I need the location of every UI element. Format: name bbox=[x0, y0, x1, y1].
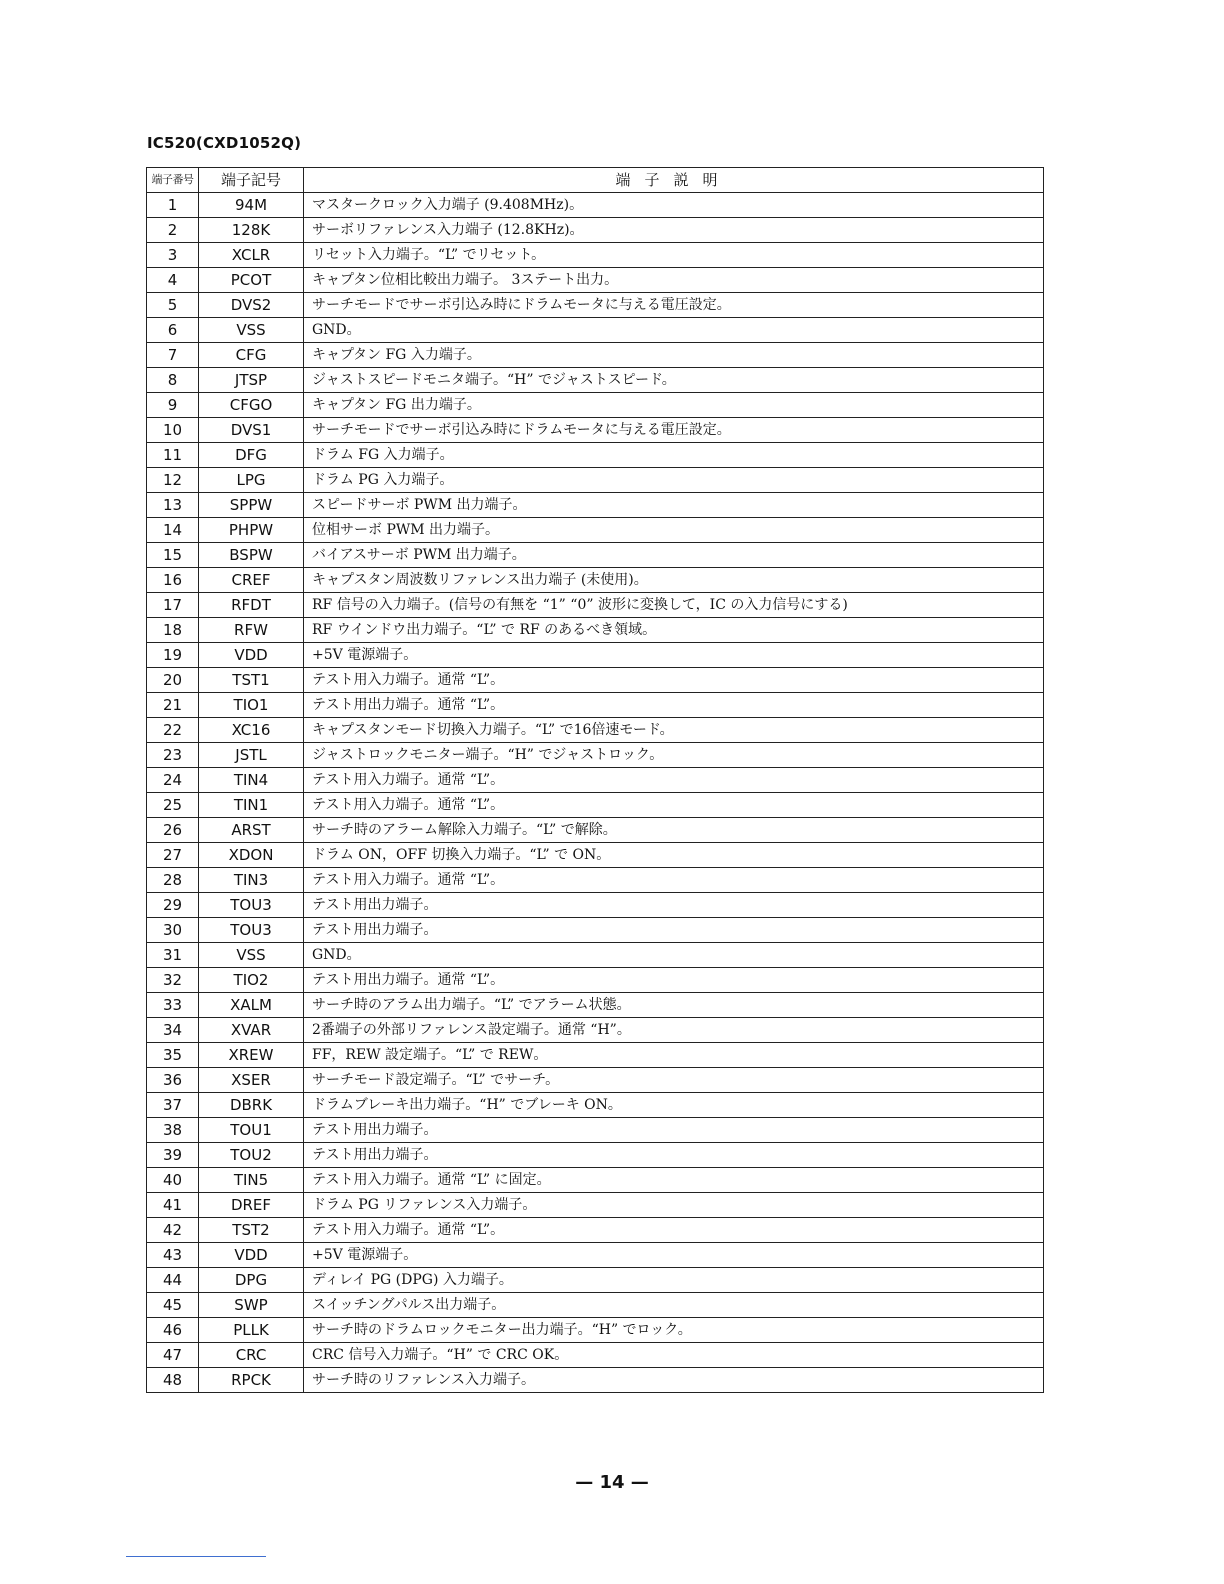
table-row bbox=[147, 543, 1044, 568]
pin-number-cell: 10 bbox=[147, 418, 199, 443]
pin-symbol-cell: XC16 bbox=[199, 718, 304, 743]
pin-number-cell: 46 bbox=[147, 1318, 199, 1343]
table-body bbox=[147, 193, 1044, 1393]
pin-symbol-cell: RFDT bbox=[199, 593, 304, 618]
pin-symbol-cell: VDD bbox=[199, 643, 304, 668]
pin-symbol-cell: DFG bbox=[199, 443, 304, 468]
pin-description-cell: GND。 bbox=[304, 943, 1044, 968]
pin-symbol-cell: SPPW bbox=[199, 493, 304, 518]
pin-description-cell: FF，REW 設定端子。“L” で REW。 bbox=[304, 1043, 1044, 1068]
pin-symbol-cell: TST1 bbox=[199, 668, 304, 693]
pin-number-cell: 43 bbox=[147, 1243, 199, 1268]
pin-number-cell: 40 bbox=[147, 1168, 199, 1193]
table-row bbox=[147, 218, 1044, 243]
pin-symbol-cell: JSTL bbox=[199, 743, 304, 768]
pin-description-cell: ドラムブレーキ出力端子。“H” でブレーキ ON。 bbox=[304, 1093, 1044, 1118]
pin-symbol-cell: PHPW bbox=[199, 518, 304, 543]
pin-symbol-cell: TIN1 bbox=[199, 793, 304, 818]
pin-symbol-cell: CFGO bbox=[199, 393, 304, 418]
pin-number-cell: 47 bbox=[147, 1343, 199, 1368]
pin-symbol-cell: TOU1 bbox=[199, 1118, 304, 1143]
table-row bbox=[147, 343, 1044, 368]
pin-number-cell: 3 bbox=[147, 243, 199, 268]
pin-description-cell: テスト用出力端子。通常 “L”。 bbox=[304, 968, 1044, 993]
table-row bbox=[147, 243, 1044, 268]
pin-symbol-cell: DREF bbox=[199, 1193, 304, 1218]
pin-description-cell: キャプタン位相比較出力端子。 3ステート出力。 bbox=[304, 268, 1044, 293]
pin-number-cell: 32 bbox=[147, 968, 199, 993]
pin-description-cell: スイッチングパルス出力端子。 bbox=[304, 1293, 1044, 1318]
pin-description-cell: キャプタン FG 入力端子。 bbox=[304, 343, 1044, 368]
pin-number-cell: 23 bbox=[147, 743, 199, 768]
pin-symbol-cell: TST2 bbox=[199, 1218, 304, 1243]
table-row bbox=[147, 768, 1044, 793]
pin-number-cell: 22 bbox=[147, 718, 199, 743]
table-row bbox=[147, 1043, 1044, 1068]
pin-symbol-cell: ARST bbox=[199, 818, 304, 843]
table-row bbox=[147, 643, 1044, 668]
pin-description-table bbox=[146, 167, 1044, 1393]
pin-number-cell: 21 bbox=[147, 693, 199, 718]
pin-description-cell: テスト用入力端子。通常 “L” に固定。 bbox=[304, 1168, 1044, 1193]
table-row bbox=[147, 943, 1044, 968]
table-row bbox=[147, 193, 1044, 218]
pin-symbol-cell: CFG bbox=[199, 343, 304, 368]
table-row bbox=[147, 1068, 1044, 1093]
pin-symbol-cell: BSPW bbox=[199, 543, 304, 568]
pin-symbol-cell: XALM bbox=[199, 993, 304, 1018]
table-row bbox=[147, 443, 1044, 468]
pin-description-cell: CRC 信号入力端子。“H” で CRC OK。 bbox=[304, 1343, 1044, 1368]
table-row bbox=[147, 1268, 1044, 1293]
table-row bbox=[147, 1243, 1044, 1268]
table-header-row bbox=[147, 168, 1044, 193]
table-row bbox=[147, 893, 1044, 918]
table-row bbox=[147, 493, 1044, 518]
footer-rule bbox=[126, 1556, 266, 1557]
pin-description-cell: テスト用出力端子。通常 “L”。 bbox=[304, 693, 1044, 718]
pin-number-cell: 42 bbox=[147, 1218, 199, 1243]
pin-symbol-cell: TOU3 bbox=[199, 918, 304, 943]
pin-description-cell: 位相サーボ PWM 出力端子。 bbox=[304, 518, 1044, 543]
pin-description-cell: テスト用入力端子。通常 “L”。 bbox=[304, 1218, 1044, 1243]
table-row bbox=[147, 293, 1044, 318]
table-row bbox=[147, 1368, 1044, 1393]
table-row bbox=[147, 1143, 1044, 1168]
pin-number-cell: 45 bbox=[147, 1293, 199, 1318]
pin-symbol-cell: DVS1 bbox=[199, 418, 304, 443]
pin-description-cell: +5V 電源端子。 bbox=[304, 1243, 1044, 1268]
pin-number-cell: 16 bbox=[147, 568, 199, 593]
pin-description-cell: ドラム PG リファレンス入力端子。 bbox=[304, 1193, 1044, 1218]
pin-description-cell: ジャストロックモニター端子。“H” でジャストロック。 bbox=[304, 743, 1044, 768]
pin-description-cell: ドラム PG 入力端子。 bbox=[304, 468, 1044, 493]
pin-number-cell: 2 bbox=[147, 218, 199, 243]
pin-description-cell: キャプタン FG 出力端子。 bbox=[304, 393, 1044, 418]
page-number: — 14 — bbox=[575, 1472, 649, 1493]
pin-number-cell: 15 bbox=[147, 543, 199, 568]
pin-description-cell: マスタークロック入力端子 (9.408MHz)。 bbox=[304, 193, 1044, 218]
pin-symbol-cell: PCOT bbox=[199, 268, 304, 293]
pin-description-cell: テスト用出力端子。 bbox=[304, 893, 1044, 918]
pin-description-cell: サーチ時のリファレンス入力端子。 bbox=[304, 1368, 1044, 1393]
table-row bbox=[147, 368, 1044, 393]
pin-symbol-cell: TIN3 bbox=[199, 868, 304, 893]
pin-description-cell: バイアスサーボ PWM 出力端子。 bbox=[304, 543, 1044, 568]
table-row bbox=[147, 1168, 1044, 1193]
pin-number-cell: 29 bbox=[147, 893, 199, 918]
pin-number-cell: 9 bbox=[147, 393, 199, 418]
pin-description-cell: サーチ時のアラム出力端子。“L” でアラーム状態。 bbox=[304, 993, 1044, 1018]
pin-number-cell: 39 bbox=[147, 1143, 199, 1168]
pin-symbol-cell: RFW bbox=[199, 618, 304, 643]
pin-number-cell: 14 bbox=[147, 518, 199, 543]
pin-number-cell: 5 bbox=[147, 293, 199, 318]
pin-symbol-cell: VDD bbox=[199, 1243, 304, 1268]
table-row bbox=[147, 693, 1044, 718]
pin-symbol-cell: TOU2 bbox=[199, 1143, 304, 1168]
pin-number-cell: 8 bbox=[147, 368, 199, 393]
table-row bbox=[147, 793, 1044, 818]
pin-description-cell: サーチモードでサーボ引込み時にドラムモータに与える電圧設定。 bbox=[304, 418, 1044, 443]
pin-number-cell: 20 bbox=[147, 668, 199, 693]
table-row bbox=[147, 1293, 1044, 1318]
header-pin-description: 端子説明 bbox=[304, 168, 1044, 193]
pin-number-cell: 1 bbox=[147, 193, 199, 218]
pin-symbol-cell: RPCK bbox=[199, 1368, 304, 1393]
pin-number-cell: 37 bbox=[147, 1093, 199, 1118]
table-row bbox=[147, 618, 1044, 643]
pin-description-cell: テスト用入力端子。通常 “L”。 bbox=[304, 793, 1044, 818]
table-row bbox=[147, 593, 1044, 618]
table-row bbox=[147, 268, 1044, 293]
pin-number-cell: 12 bbox=[147, 468, 199, 493]
pin-description-cell: サーチ時のドラムロックモニター出力端子。“H” でロック。 bbox=[304, 1318, 1044, 1343]
pin-description-cell: キャプスタンモード切換入力端子。“L” で16倍速モード。 bbox=[304, 718, 1044, 743]
pin-number-cell: 34 bbox=[147, 1018, 199, 1043]
pin-number-cell: 35 bbox=[147, 1043, 199, 1068]
pin-description-cell: 2番端子の外部リファレンス設定端子。通常 “H”。 bbox=[304, 1018, 1044, 1043]
pin-number-cell: 18 bbox=[147, 618, 199, 643]
pin-symbol-cell: VSS bbox=[199, 318, 304, 343]
table-row bbox=[147, 743, 1044, 768]
pin-symbol-cell: PLLK bbox=[199, 1318, 304, 1343]
pin-description-cell: ジャストスピードモニタ端子。“H” でジャストスピード。 bbox=[304, 368, 1044, 393]
pin-description-cell: サーチ時のアラーム解除入力端子。“L” で解除。 bbox=[304, 818, 1044, 843]
pin-description-cell: リセット入力端子。“L” でリセット。 bbox=[304, 243, 1044, 268]
table-row bbox=[147, 718, 1044, 743]
pin-number-cell: 31 bbox=[147, 943, 199, 968]
pin-description-cell: サーチモードでサーボ引込み時にドラムモータに与える電圧設定。 bbox=[304, 293, 1044, 318]
pin-description-cell: テスト用入力端子。通常 “L”。 bbox=[304, 868, 1044, 893]
pin-symbol-cell: XREW bbox=[199, 1043, 304, 1068]
pin-description-cell: サーチモード設定端子。“L” でサーチ。 bbox=[304, 1068, 1044, 1093]
pin-symbol-cell: CRC bbox=[199, 1343, 304, 1368]
pin-number-cell: 6 bbox=[147, 318, 199, 343]
pin-symbol-cell: XVAR bbox=[199, 1018, 304, 1043]
header-pin-number: 端子番号 bbox=[147, 168, 199, 193]
pin-symbol-cell: DBRK bbox=[199, 1093, 304, 1118]
pin-number-cell: 30 bbox=[147, 918, 199, 943]
table-row bbox=[147, 818, 1044, 843]
pin-symbol-cell: XDON bbox=[199, 843, 304, 868]
pin-symbol-cell: VSS bbox=[199, 943, 304, 968]
table-row bbox=[147, 1018, 1044, 1043]
pin-description-cell: スピードサーボ PWM 出力端子。 bbox=[304, 493, 1044, 518]
pin-number-cell: 17 bbox=[147, 593, 199, 618]
table-row bbox=[147, 993, 1044, 1018]
pin-symbol-cell: XCLR bbox=[199, 243, 304, 268]
pin-description-cell: テスト用出力端子。 bbox=[304, 1143, 1044, 1168]
table-row bbox=[147, 1218, 1044, 1243]
pin-number-cell: 28 bbox=[147, 868, 199, 893]
pin-symbol-cell: LPG bbox=[199, 468, 304, 493]
pin-number-cell: 4 bbox=[147, 268, 199, 293]
pin-description-cell: ドラム FG 入力端子。 bbox=[304, 443, 1044, 468]
pin-description-cell: テスト用入力端子。通常 “L”。 bbox=[304, 768, 1044, 793]
pin-number-cell: 33 bbox=[147, 993, 199, 1018]
header-pin-symbol: 端子記号 bbox=[199, 168, 304, 193]
pin-description-cell: ディレイ PG (DPG) 入力端子。 bbox=[304, 1268, 1044, 1293]
pin-symbol-cell: SWP bbox=[199, 1293, 304, 1318]
pin-symbol-cell: XSER bbox=[199, 1068, 304, 1093]
pin-symbol-cell: CREF bbox=[199, 568, 304, 593]
pin-description-cell: テスト用出力端子。 bbox=[304, 918, 1044, 943]
pin-number-cell: 19 bbox=[147, 643, 199, 668]
pin-number-cell: 48 bbox=[147, 1368, 199, 1393]
pin-description-cell: +5V 電源端子。 bbox=[304, 643, 1044, 668]
table-row bbox=[147, 393, 1044, 418]
table-row bbox=[147, 518, 1044, 543]
table-row bbox=[147, 668, 1044, 693]
pin-number-cell: 41 bbox=[147, 1193, 199, 1218]
pin-number-cell: 13 bbox=[147, 493, 199, 518]
pin-number-cell: 25 bbox=[147, 793, 199, 818]
pin-symbol-cell: 128K bbox=[199, 218, 304, 243]
pin-description-cell: サーボリファレンス入力端子 (12.8KHz)。 bbox=[304, 218, 1044, 243]
table-row bbox=[147, 1343, 1044, 1368]
table-row bbox=[147, 318, 1044, 343]
pin-description-cell: GND。 bbox=[304, 318, 1044, 343]
pin-symbol-cell: JTSP bbox=[199, 368, 304, 393]
pin-number-cell: 36 bbox=[147, 1068, 199, 1093]
pin-number-cell: 11 bbox=[147, 443, 199, 468]
table-row bbox=[147, 1318, 1044, 1343]
table-row bbox=[147, 918, 1044, 943]
table-row bbox=[147, 418, 1044, 443]
document-heading: IC520(CXD1052Q) bbox=[147, 134, 302, 152]
table-row bbox=[147, 968, 1044, 993]
pin-symbol-cell: DPG bbox=[199, 1268, 304, 1293]
pin-symbol-cell: 94M bbox=[199, 193, 304, 218]
pin-number-cell: 7 bbox=[147, 343, 199, 368]
table-row bbox=[147, 468, 1044, 493]
table-row bbox=[147, 843, 1044, 868]
pin-number-cell: 38 bbox=[147, 1118, 199, 1143]
pin-symbol-cell: TIN4 bbox=[199, 768, 304, 793]
pin-symbol-cell: TIN5 bbox=[199, 1168, 304, 1193]
pin-symbol-cell: DVS2 bbox=[199, 293, 304, 318]
pin-number-cell: 27 bbox=[147, 843, 199, 868]
table-row bbox=[147, 568, 1044, 593]
pin-symbol-cell: TOU3 bbox=[199, 893, 304, 918]
table-row bbox=[147, 1093, 1044, 1118]
pin-description-cell: RF ウインドウ出力端子。“L” で RF のあるべき領域。 bbox=[304, 618, 1044, 643]
table-row bbox=[147, 868, 1044, 893]
pin-description-cell: キャプスタン周波数リファレンス出力端子 (未使用)。 bbox=[304, 568, 1044, 593]
pin-symbol-cell: TIO1 bbox=[199, 693, 304, 718]
pin-description-cell: ドラム ON，OFF 切換入力端子。“L” で ON。 bbox=[304, 843, 1044, 868]
pin-number-cell: 44 bbox=[147, 1268, 199, 1293]
pin-symbol-cell: TIO2 bbox=[199, 968, 304, 993]
pin-description-cell: テスト用入力端子。通常 “L”。 bbox=[304, 668, 1044, 693]
table-row bbox=[147, 1193, 1044, 1218]
pin-description-cell: テスト用出力端子。 bbox=[304, 1118, 1044, 1143]
pin-number-cell: 24 bbox=[147, 768, 199, 793]
pin-number-cell: 26 bbox=[147, 818, 199, 843]
table-row bbox=[147, 1118, 1044, 1143]
pin-description-cell: RF 信号の入力端子。(信号の有無を “1” “0” 波形に変換して，IC の入力信号にする) bbox=[304, 593, 1044, 618]
